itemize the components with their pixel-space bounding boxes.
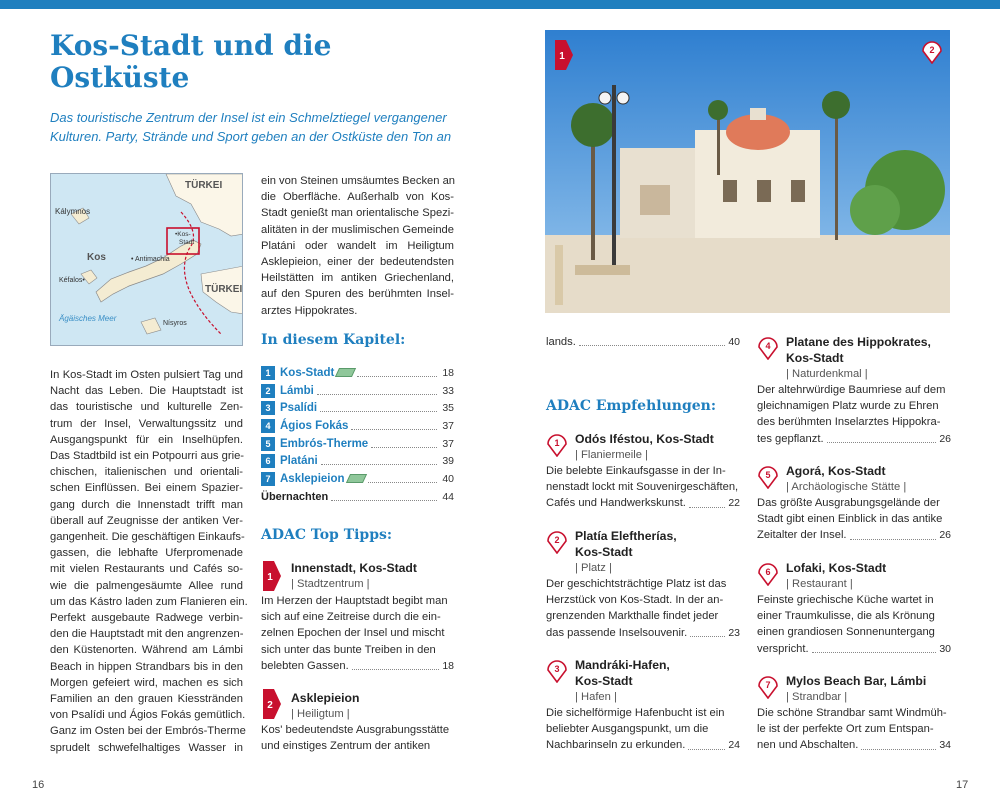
text-line: Kos' bedeutendste Ausgrabungsstätte: [261, 724, 450, 736]
text-line: trum der Insel, Verwaltungssitz und: [50, 417, 243, 430]
location-pin-icon: [757, 673, 779, 699]
text-line: auf den Spuren des berühmten Insel-: [261, 288, 454, 301]
map-label-turkei: TÜRKEI: [205, 284, 243, 295]
text-line: gangenheit. Die geschäftigen Einkaufs-: [50, 531, 245, 544]
dot-leader: [321, 457, 437, 465]
text-line: chischen, italienischen und orientali-: [50, 466, 243, 479]
toc-item-page: 18: [442, 366, 454, 379]
photo-badge-number: 1: [559, 51, 565, 62]
recommendation-title: Kos-Stadt: [575, 545, 633, 559]
text-line-with-page: [757, 527, 951, 543]
recommendation-category: | Flaniermeile |: [575, 449, 648, 461]
dot-leader: [331, 493, 437, 501]
photo-illustration: [545, 30, 950, 313]
text-line: sprudelt schwefelhaltiges Wasser in: [50, 741, 243, 754]
text-line: gleichnamigen Platz wurde zu Ehren: [757, 400, 939, 413]
dot-leader: [352, 669, 440, 670]
recommendation-category: | Naturdenkmal |: [786, 368, 868, 380]
toc-item: [261, 488, 454, 506]
location-pin-icon: [757, 463, 779, 489]
page-reference: 18: [442, 659, 454, 672]
text-line-with-page: [757, 737, 951, 753]
text-line: Stadt gibt einen Einblick in das antike: [757, 513, 943, 526]
page-number-right: 17: [956, 779, 969, 791]
recommendation-title: Lofaki, Kos-Stadt: [786, 561, 887, 575]
text-line: tes gepflanzt.: [757, 432, 824, 445]
dot-leader: [371, 440, 437, 448]
text-line: den Küstenorten. Während am Lámbi: [50, 644, 243, 657]
dot-leader: [861, 749, 936, 750]
recommendation-title: Mylos Beach Bar, Lámbi: [786, 674, 927, 688]
text-line: Nacht das Leben. Die Hauptstadt ist: [50, 385, 243, 398]
dot-leader: [351, 422, 437, 430]
text-line: einer Traumkulisse, die als Krönung: [757, 610, 935, 623]
pin-number: 1: [554, 438, 560, 448]
location-pin-icon: [757, 334, 779, 360]
continued-text: [546, 334, 740, 350]
location-pin-icon: [546, 431, 568, 457]
toc-item-page: 44: [442, 490, 454, 503]
toc-item-label: Lámbi: [280, 384, 314, 397]
recommendation-body: [757, 592, 951, 657]
text-line: zelnen Epochen der Insel und mischt: [261, 627, 445, 640]
page-reference: 40: [728, 336, 740, 348]
text-line-with-page: [546, 495, 740, 511]
intro-text-column-2: [261, 173, 454, 319]
toc-item-label: Kos-Stadt: [280, 366, 335, 379]
recommendation-title: Platía Eleftherías,: [575, 529, 677, 543]
text-line: nen und Abschalten.: [757, 739, 859, 752]
toc-item: [261, 435, 454, 453]
top-tip-number: 1: [267, 572, 273, 583]
recommendation-category: | Restaurant |: [786, 578, 853, 590]
toc-item-label: Übernachten: [261, 490, 329, 503]
recommendation-body: [757, 495, 951, 544]
text-line: verspricht.: [757, 642, 809, 655]
dot-leader: [812, 652, 937, 653]
photo-badge-pin-icon: [921, 38, 943, 64]
pin-number: 4: [765, 341, 771, 351]
toc-item: [261, 452, 454, 470]
recommendation-header: [575, 657, 740, 705]
text-line: den die Hauptstadt mit den angrenzen-: [50, 628, 244, 641]
page-reference: 34: [939, 739, 951, 752]
page-reference: 23: [728, 626, 740, 639]
text-line: mit vielen Restaurants und Cafés so-: [50, 563, 243, 576]
recommendations-heading: ADAC Empfehlungen:: [546, 398, 716, 414]
toc-item-label: Asklepieion: [280, 472, 345, 485]
recommendation-header: [575, 528, 740, 576]
recommendation-header: [786, 334, 951, 382]
map-label-kefalos: Kéfalos•: [59, 277, 85, 284]
toc-item-number: 4: [261, 419, 275, 433]
toc-item-page: 35: [442, 402, 454, 415]
toc-item-label: Psalídi: [280, 402, 318, 415]
toc-item-label: Platáni: [280, 455, 318, 468]
photo-badge-flag-icon: [555, 40, 573, 70]
toc-item-page: 40: [442, 472, 454, 485]
text-line: schen Einflüssen. Bei einem Spazier-: [50, 482, 243, 495]
recommendation-item: [757, 673, 951, 754]
pin-number: 3: [554, 664, 560, 674]
text-line-with-page: [546, 625, 740, 641]
toc-item-page: 39: [442, 455, 454, 468]
dot-leader: [357, 369, 437, 377]
recommendation-title: Kos-Stadt: [786, 351, 844, 365]
top-tip-number: 2: [267, 700, 273, 711]
text-line: von Psalídi und Ágios Fokás gemütlich.: [50, 709, 246, 722]
text-line-with-page: [757, 431, 951, 447]
location-pin-icon: [546, 657, 568, 683]
chapter-subtitle: [50, 108, 490, 146]
toc-item: [261, 382, 454, 400]
text-line: Der altehrwürdige Baumriese auf dem: [757, 384, 946, 396]
top-tip-flag-icon: [263, 689, 281, 719]
dot-leader: [827, 442, 937, 443]
page-reference: 26: [939, 432, 951, 445]
kos-town-photo: [545, 30, 950, 313]
toc-item-page: 33: [442, 384, 454, 397]
pin-number: 2: [554, 535, 560, 545]
text-line: des berühmten Inselarztes Hippokra-: [757, 416, 941, 429]
text-line: Familien an den grauen Kiesstränden: [50, 693, 243, 706]
text-line: In Kos-Stadt im Osten pulsiert Tag und: [50, 369, 243, 381]
recommendation-item: [757, 560, 951, 657]
text-line: arztes Hippokrates.: [261, 304, 358, 317]
toc-item-number: 6: [261, 454, 275, 468]
text-line: Ausgangspunkt für ein Inselhüpfen.: [50, 433, 243, 446]
top-tip-flag-icon: [263, 561, 281, 591]
top-tip-category: | Stadtzentrum |: [291, 578, 370, 590]
recommendation-category: | Strandbar |: [786, 691, 848, 703]
recommendation-body: [546, 463, 740, 512]
text-line: die Oberfläche. Außerhalb von Kos-: [261, 191, 454, 204]
recommendation-category: | Hafen |: [575, 691, 617, 703]
text-line: Heilstätten im antiken Griechenland,: [261, 272, 454, 285]
toc-item: [261, 364, 454, 382]
text-line-with-page: [546, 737, 740, 753]
top-tip-body: [261, 593, 454, 674]
toc-item: [261, 399, 454, 417]
text-line: sich unter das bunte Treiben in den: [261, 643, 436, 656]
text-line-with-page: [757, 641, 951, 657]
pin-number: 5: [765, 470, 771, 480]
top-tip-body: [261, 722, 454, 754]
text-line: Zeitalter der Insel.: [757, 529, 847, 542]
dot-leader: [320, 404, 437, 412]
text-line-with-page: [261, 658, 454, 674]
text-line: Cafés und Handwerkskunst.: [546, 497, 686, 510]
text-line: beliebter Ausgangspunkt, um die: [546, 723, 709, 736]
page-reference: 30: [939, 642, 951, 655]
dot-leader: [317, 387, 437, 395]
text-line: überall auf Zeugnisse der antiken Ver-: [50, 514, 243, 527]
text-line: Feinste griechische Küche wartet in: [757, 594, 934, 606]
chapter-title-line: Ostküste: [50, 61, 190, 94]
subtitle-line: Das touristische Zentrum der Insel ist ein Schmelztiegel vergangener: [50, 110, 447, 125]
top-tip-category: | Heiligtum |: [291, 708, 350, 720]
page-number-left: 16: [32, 779, 45, 791]
text-line: und einstiges Zentrum der antiken: [261, 740, 431, 753]
text-line: Das größte Ausgrabungsgelände der: [757, 497, 940, 509]
text-line: Die sichelförmige Hafenbucht ist ein: [546, 707, 725, 719]
recommendation-category: | Platz |: [575, 562, 612, 574]
recommendation-body: [546, 705, 740, 754]
toc-item-number: 3: [261, 401, 275, 415]
dot-leader: [688, 749, 725, 750]
highlight-icon: [335, 368, 356, 377]
text-line: Der geschichtsträchtige Platz ist das: [546, 578, 727, 590]
dot-leader: [368, 475, 437, 483]
text-line: Morgen gefeiert wird, machen es sich: [50, 676, 243, 689]
text-line: das touristische und kulturelle Zen-: [50, 401, 243, 414]
recommendation-header: [575, 431, 740, 463]
map-label-kos: Kos: [87, 252, 106, 263]
chapter-toc: [261, 364, 454, 506]
recommendation-body: [757, 705, 951, 754]
map-label-kos-stadt: Stadt: [179, 239, 195, 246]
dot-leader: [689, 507, 725, 508]
text-line: Herzstück von Kos-Stadt. In der an-: [546, 594, 724, 607]
text-line: lands.: [546, 336, 576, 348]
top-color-bar: [0, 0, 1000, 9]
map-label-kalymnos: Kálymnos: [55, 207, 91, 216]
recommendation-item: [757, 463, 951, 544]
subtitle-line: Kulturen. Party, Strände und Sport geben an der Ostküste den Ton an: [50, 129, 452, 144]
dot-leader: [850, 539, 937, 540]
text-line: Nachbarinseln zu erkunden.: [546, 739, 686, 752]
recommendation-header: [786, 673, 951, 705]
recommendation-item: [546, 431, 740, 512]
text-line: gassen, die lebhafte Uferpromenade: [50, 547, 243, 560]
text-line: Das Stadtbild ist ein Potpourri aus grie-: [50, 450, 245, 463]
toc-item-label: Ágios Fokás: [280, 419, 349, 432]
text-line: ein von Steinen umsäumtes Becken an: [261, 175, 456, 187]
top-tips-heading: ADAC Top Tipps:: [261, 527, 393, 543]
text-line: Im Herzen der Hauptstadt begibt man: [261, 595, 448, 607]
pin-number: 7: [765, 680, 771, 690]
toc-item-page: 37: [442, 437, 454, 450]
text-line: le ist der perfekte Ort zum Entspan-: [757, 723, 934, 736]
toc-item: [261, 470, 454, 488]
text-line: Platáni oder wandelt im Heiligtum: [261, 239, 454, 252]
map-label-nisyros: Nísyros: [163, 320, 187, 327]
toc-item-number: 7: [261, 472, 275, 486]
map-label-sea: Ägäisches Meer: [59, 314, 117, 323]
toc-item: [261, 417, 454, 435]
region-map: [50, 173, 243, 346]
dot-leader: [690, 636, 725, 637]
recommendation-header: [786, 560, 951, 592]
map-label-turkei: TÜRKEI: [185, 180, 223, 191]
recommendation-item: [546, 657, 740, 754]
recommendation-body: [546, 576, 740, 641]
recommendation-header: [786, 463, 951, 495]
recommendation-item: [757, 334, 951, 447]
recommendation-item: [546, 528, 740, 641]
recommendation-title: Agorá, Kos-Stadt: [786, 464, 886, 478]
toc-item-label: Embrós-Therme: [280, 437, 369, 450]
highlight-icon: [345, 474, 366, 483]
intro-text-column-1: [50, 367, 248, 756]
dot-leader: [579, 345, 725, 346]
text-line: Beach in hippen Strandbars bis in den: [50, 660, 243, 673]
text-line: sich auf eine Zeitreise durch die ein-: [261, 611, 441, 624]
text-line: Perfekt ausgebaute Radwege verbin-: [50, 612, 243, 625]
pin-number: 6: [765, 567, 771, 577]
recommendation-category: | Archäologische Stätte |: [786, 481, 907, 493]
top-tip-title: Asklepieion: [291, 691, 360, 705]
text-line: einen grandiosen Sonnenuntergang: [757, 626, 935, 639]
text-line-with-page: [546, 334, 740, 350]
chapter-title: [50, 30, 490, 94]
text-line: wie die palmengesäumte Allee rund: [50, 579, 243, 592]
top-tip-header: [291, 560, 454, 592]
toc-item-number: 1: [261, 366, 275, 380]
text-line: Die belebte Einkaufsgasse in der In-: [546, 465, 726, 477]
location-pin-icon: [757, 560, 779, 586]
toc-item-number: 5: [261, 437, 275, 451]
text-line: Die schöne Strandbar samt Windmüh-: [757, 707, 947, 719]
text-line: grenzenden Markthalle findet jeder: [546, 610, 719, 623]
text-line: Ganz im Osten bei der Embrós-Therme: [50, 725, 246, 738]
recommendation-body: [757, 382, 951, 447]
text-line: gang durch die Innenstadt trifft man: [50, 498, 243, 511]
toc-heading: In diesem Kapitel:: [261, 332, 406, 348]
recommendation-title: Kos-Stadt: [575, 674, 633, 688]
text-line: nenstadt lockt mit Souvenirgeschäften,: [546, 481, 739, 494]
recommendation-title: Odós Iféstou, Kos-Stadt: [575, 432, 714, 446]
recommendation-title: Platane des Hippokrates,: [786, 335, 931, 349]
top-tip-header: [291, 690, 454, 722]
toc-item-page: 37: [442, 419, 454, 432]
chapter-title-line: Kos-Stadt und die: [50, 29, 332, 62]
text-line: um das Kástro laden zum Flanieren ein.: [50, 595, 248, 608]
map-label-kos-stadt: •Kos-: [175, 231, 191, 238]
page-reference: 24: [728, 739, 740, 752]
text-line: alitäten in der muslimischen Gemeinde: [261, 223, 454, 236]
page-reference: 22: [728, 497, 740, 510]
text-line: Stadt genießt man orientalische Spezi-: [261, 207, 454, 220]
toc-item-number: 2: [261, 384, 275, 398]
page-reference: 26: [939, 529, 951, 542]
top-tip-title: Innenstadt, Kos-Stadt: [291, 561, 417, 575]
text-line: Asklepieion, einer der bedeutendsten: [261, 256, 454, 269]
map-label-antimachia: • Antimachia: [131, 256, 170, 263]
text-line: das passende Inselsouvenir.: [546, 626, 688, 639]
photo-badge-number: 2: [929, 45, 935, 55]
location-pin-icon: [546, 528, 568, 554]
text-line: belebten Gassen.: [261, 659, 349, 672]
recommendation-title: Mandráki-Hafen,: [575, 658, 670, 672]
